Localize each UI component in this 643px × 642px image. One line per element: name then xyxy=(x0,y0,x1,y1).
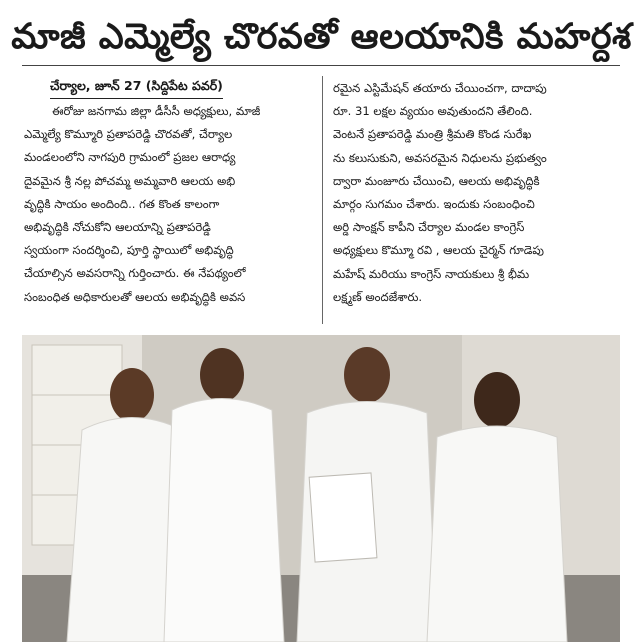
body-line: అర్డి సాంక్షన్ కాపీని చేర్యాల మండల కాంగ్రెస్ xyxy=(333,220,525,235)
sanction-document xyxy=(309,473,377,562)
person-head xyxy=(344,347,390,403)
body-line: రూ. 31 లక్షల వ్యయం అవుతుందని తేలింది. xyxy=(333,104,533,119)
body-line: మార్గం సుగమం చేశారు. ఇందుకు సంబంధించి xyxy=(333,197,535,212)
body-line: మహేష్ మరియు కాంగ్రెస్ నాయకులు శ్రీ భీమ xyxy=(333,266,530,281)
photo-illustration xyxy=(22,335,620,642)
person-shirt xyxy=(164,399,284,642)
body-line: స్వయంగా సందర్శించి, పూర్తి స్థాయిలో అభివృద్ధి xyxy=(24,243,234,258)
column-divider xyxy=(322,76,323,324)
person-head xyxy=(110,368,154,422)
body-line: మండలంలోని నాగపురి గ్రామంలో ప్రజల ఆరాధ్య xyxy=(24,150,236,165)
body-line: ఈరోజు జనగామ జిల్లా డీసీసీ అధ్యక్షులు, మాజీ xyxy=(52,104,261,118)
body-line: చేయాల్సిన అవసరాన్ని గుర్తించారు. ఈ నేపథ్యంలో xyxy=(24,266,246,281)
headline-rule xyxy=(22,65,620,66)
article-byline: చేర్యాల, జూన్ 27 (సిద్దిపేట పవర్) xyxy=(50,78,223,99)
body-line: దైవమైన శ్రీ నల్ల పోచమ్మ అమ్మవారి ఆలయ అభి xyxy=(24,173,236,188)
body-line: ఎమ్మెల్యే కొమ్మూరి ప్రతాపరెడ్డి చొరవతో, చేర్యాల xyxy=(24,127,233,142)
person-head xyxy=(474,372,520,428)
body-line: ను కలుసుకుని, అవసరమైన నిధులను ప్రభుత్వం xyxy=(333,150,547,165)
body-line: వెంటనే ప్రతాపరెడ్డి మంత్రి శ్రీమతి కొండ సురేఖ xyxy=(333,127,532,142)
person-shirt xyxy=(427,426,567,642)
body-line: వృద్ధికి సాయం అందింది.. గత కొంత కాలంగా xyxy=(24,196,220,211)
body-line: లక్ష్మణ్ అందజేశారు. xyxy=(333,289,423,304)
news-photo xyxy=(22,335,620,642)
body-line: సంబంధిత అధికారులతో ఆలయ అభివృద్ధికి అవస xyxy=(24,289,246,304)
article-column-left xyxy=(24,100,314,309)
person-head xyxy=(200,348,244,402)
body-line: అధ్యక్షులు కొమ్మూ రవి , ఆలయ చైర్మన్ గూడెపు xyxy=(333,243,544,258)
body-line: అభివృద్ధికి నోచుకోని ఆలయాన్ని ప్రతాపరెడ్డి xyxy=(24,220,211,235)
body-line: రమైన ఎస్టిమేషన్ తయారు చేయించగా, దాదాపు xyxy=(333,81,547,95)
article-column-right xyxy=(333,77,623,309)
article-headline: మాజీ ఎమ్మెల్యే చొరవతో ఆలయానికి మహర్దశ xyxy=(11,17,632,57)
body-line: ద్వారా మంజూరు చేయించి, ఆలయ అభివృద్ధికి xyxy=(333,173,540,188)
